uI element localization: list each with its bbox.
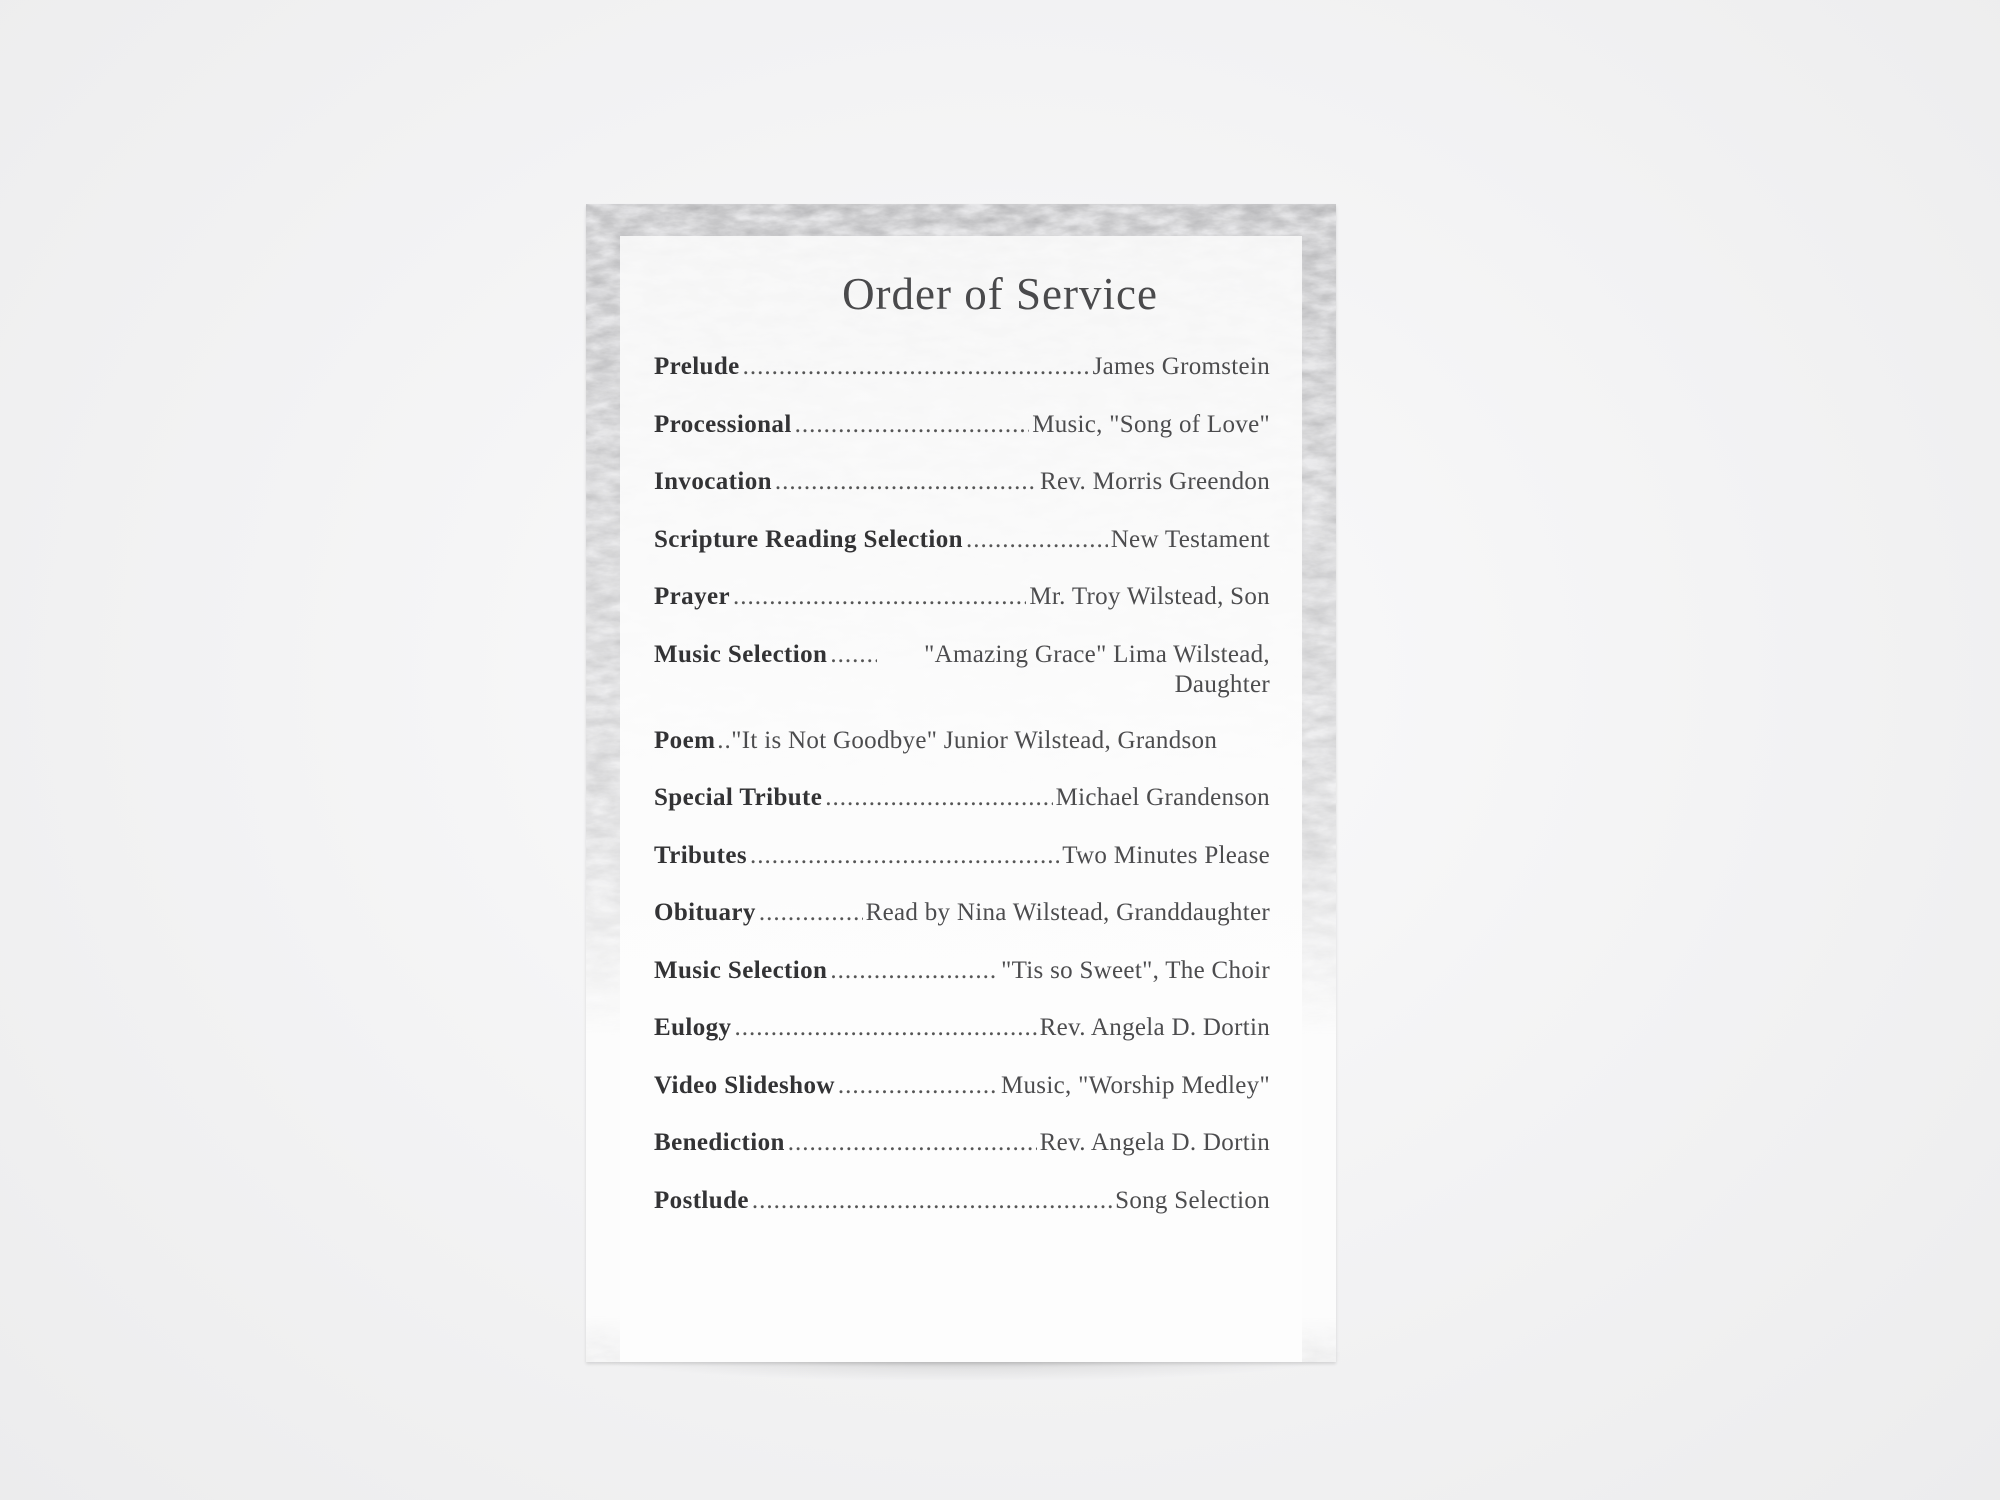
item-label: Poem <box>654 726 716 754</box>
item-label: Video Slideshow <box>654 1071 835 1099</box>
item-value: Rev. Morris Greendon <box>1039 468 1270 495</box>
item-value: New Testament <box>1110 525 1270 553</box>
list-item <box>654 467 1270 497</box>
item-value: Music, "Worship Medley" <box>1000 1071 1270 1099</box>
item-label: Prayer <box>654 583 730 610</box>
list-item <box>654 783 1270 813</box>
dot-leader <box>775 467 1037 497</box>
list-item <box>654 1186 1270 1216</box>
item-label: Special Tribute <box>654 784 823 811</box>
page-title: Order of Service <box>842 269 1158 319</box>
item-value: James Gromstein <box>1092 353 1270 380</box>
dot-leader <box>717 726 729 756</box>
item-value: Michael Grandenson <box>1055 784 1270 811</box>
dot-leader <box>830 956 998 986</box>
list-item <box>654 898 1270 928</box>
dot-leader <box>795 410 1030 440</box>
item-value: Read by Nina Wilstead, Granddaughter <box>865 899 1270 926</box>
item-value: Song Selection <box>1115 1186 1270 1214</box>
list-item <box>654 1013 1270 1043</box>
item-label: Postlude <box>654 1186 749 1214</box>
dot-leader <box>743 352 1090 382</box>
item-label: Music Selection <box>654 640 828 668</box>
item-label: Prelude <box>654 353 740 380</box>
list-item <box>654 1071 1270 1101</box>
dot-leader <box>733 582 1026 612</box>
list-item <box>654 410 1270 440</box>
list-item <box>654 1128 1270 1158</box>
item-value: "It is Not Goodbye" Junior Wilstead, Grandson <box>731 726 1218 754</box>
dot-leader <box>838 1071 998 1101</box>
item-value: Rev. Angela D. Dortin <box>1039 1129 1270 1156</box>
list-item <box>654 640 1270 700</box>
list-item <box>654 582 1270 612</box>
item-value: "Amazing Grace" Lima Wilstead, Daughter <box>924 640 1270 698</box>
dot-leader <box>966 525 1108 555</box>
item-value: Mr. Troy Wilstead, Son <box>1029 583 1270 610</box>
item-value: Two Minutes Please <box>1062 841 1270 869</box>
dot-leader <box>750 841 1059 871</box>
list-item <box>654 956 1270 986</box>
dot-leader <box>752 1186 1112 1216</box>
list-item <box>654 525 1270 555</box>
item-label: Scripture Reading Selection <box>654 525 963 553</box>
list-item <box>654 352 1270 382</box>
item-value: Rev. Angela D. Dortin <box>1039 1014 1270 1041</box>
item-value: "Tis so Sweet", The Choir <box>1001 956 1270 984</box>
dot-leader <box>830 640 877 670</box>
item-label: Music Selection <box>654 956 828 984</box>
service-list <box>654 352 1270 1243</box>
list-item <box>654 726 1270 756</box>
item-label: Processional <box>654 410 792 438</box>
dot-leader <box>825 783 1052 813</box>
item-label: Tributes <box>654 841 748 869</box>
item-label: Eulogy <box>654 1014 732 1041</box>
item-label: Benediction <box>654 1129 785 1156</box>
item-value: Music, "Song of Love" <box>1032 410 1270 438</box>
list-item <box>654 841 1270 871</box>
item-label: Invocation <box>654 468 772 495</box>
dot-leader <box>759 898 863 928</box>
item-label: Obituary <box>654 899 756 926</box>
dot-leader <box>734 1013 1036 1043</box>
dot-leader <box>788 1128 1037 1158</box>
